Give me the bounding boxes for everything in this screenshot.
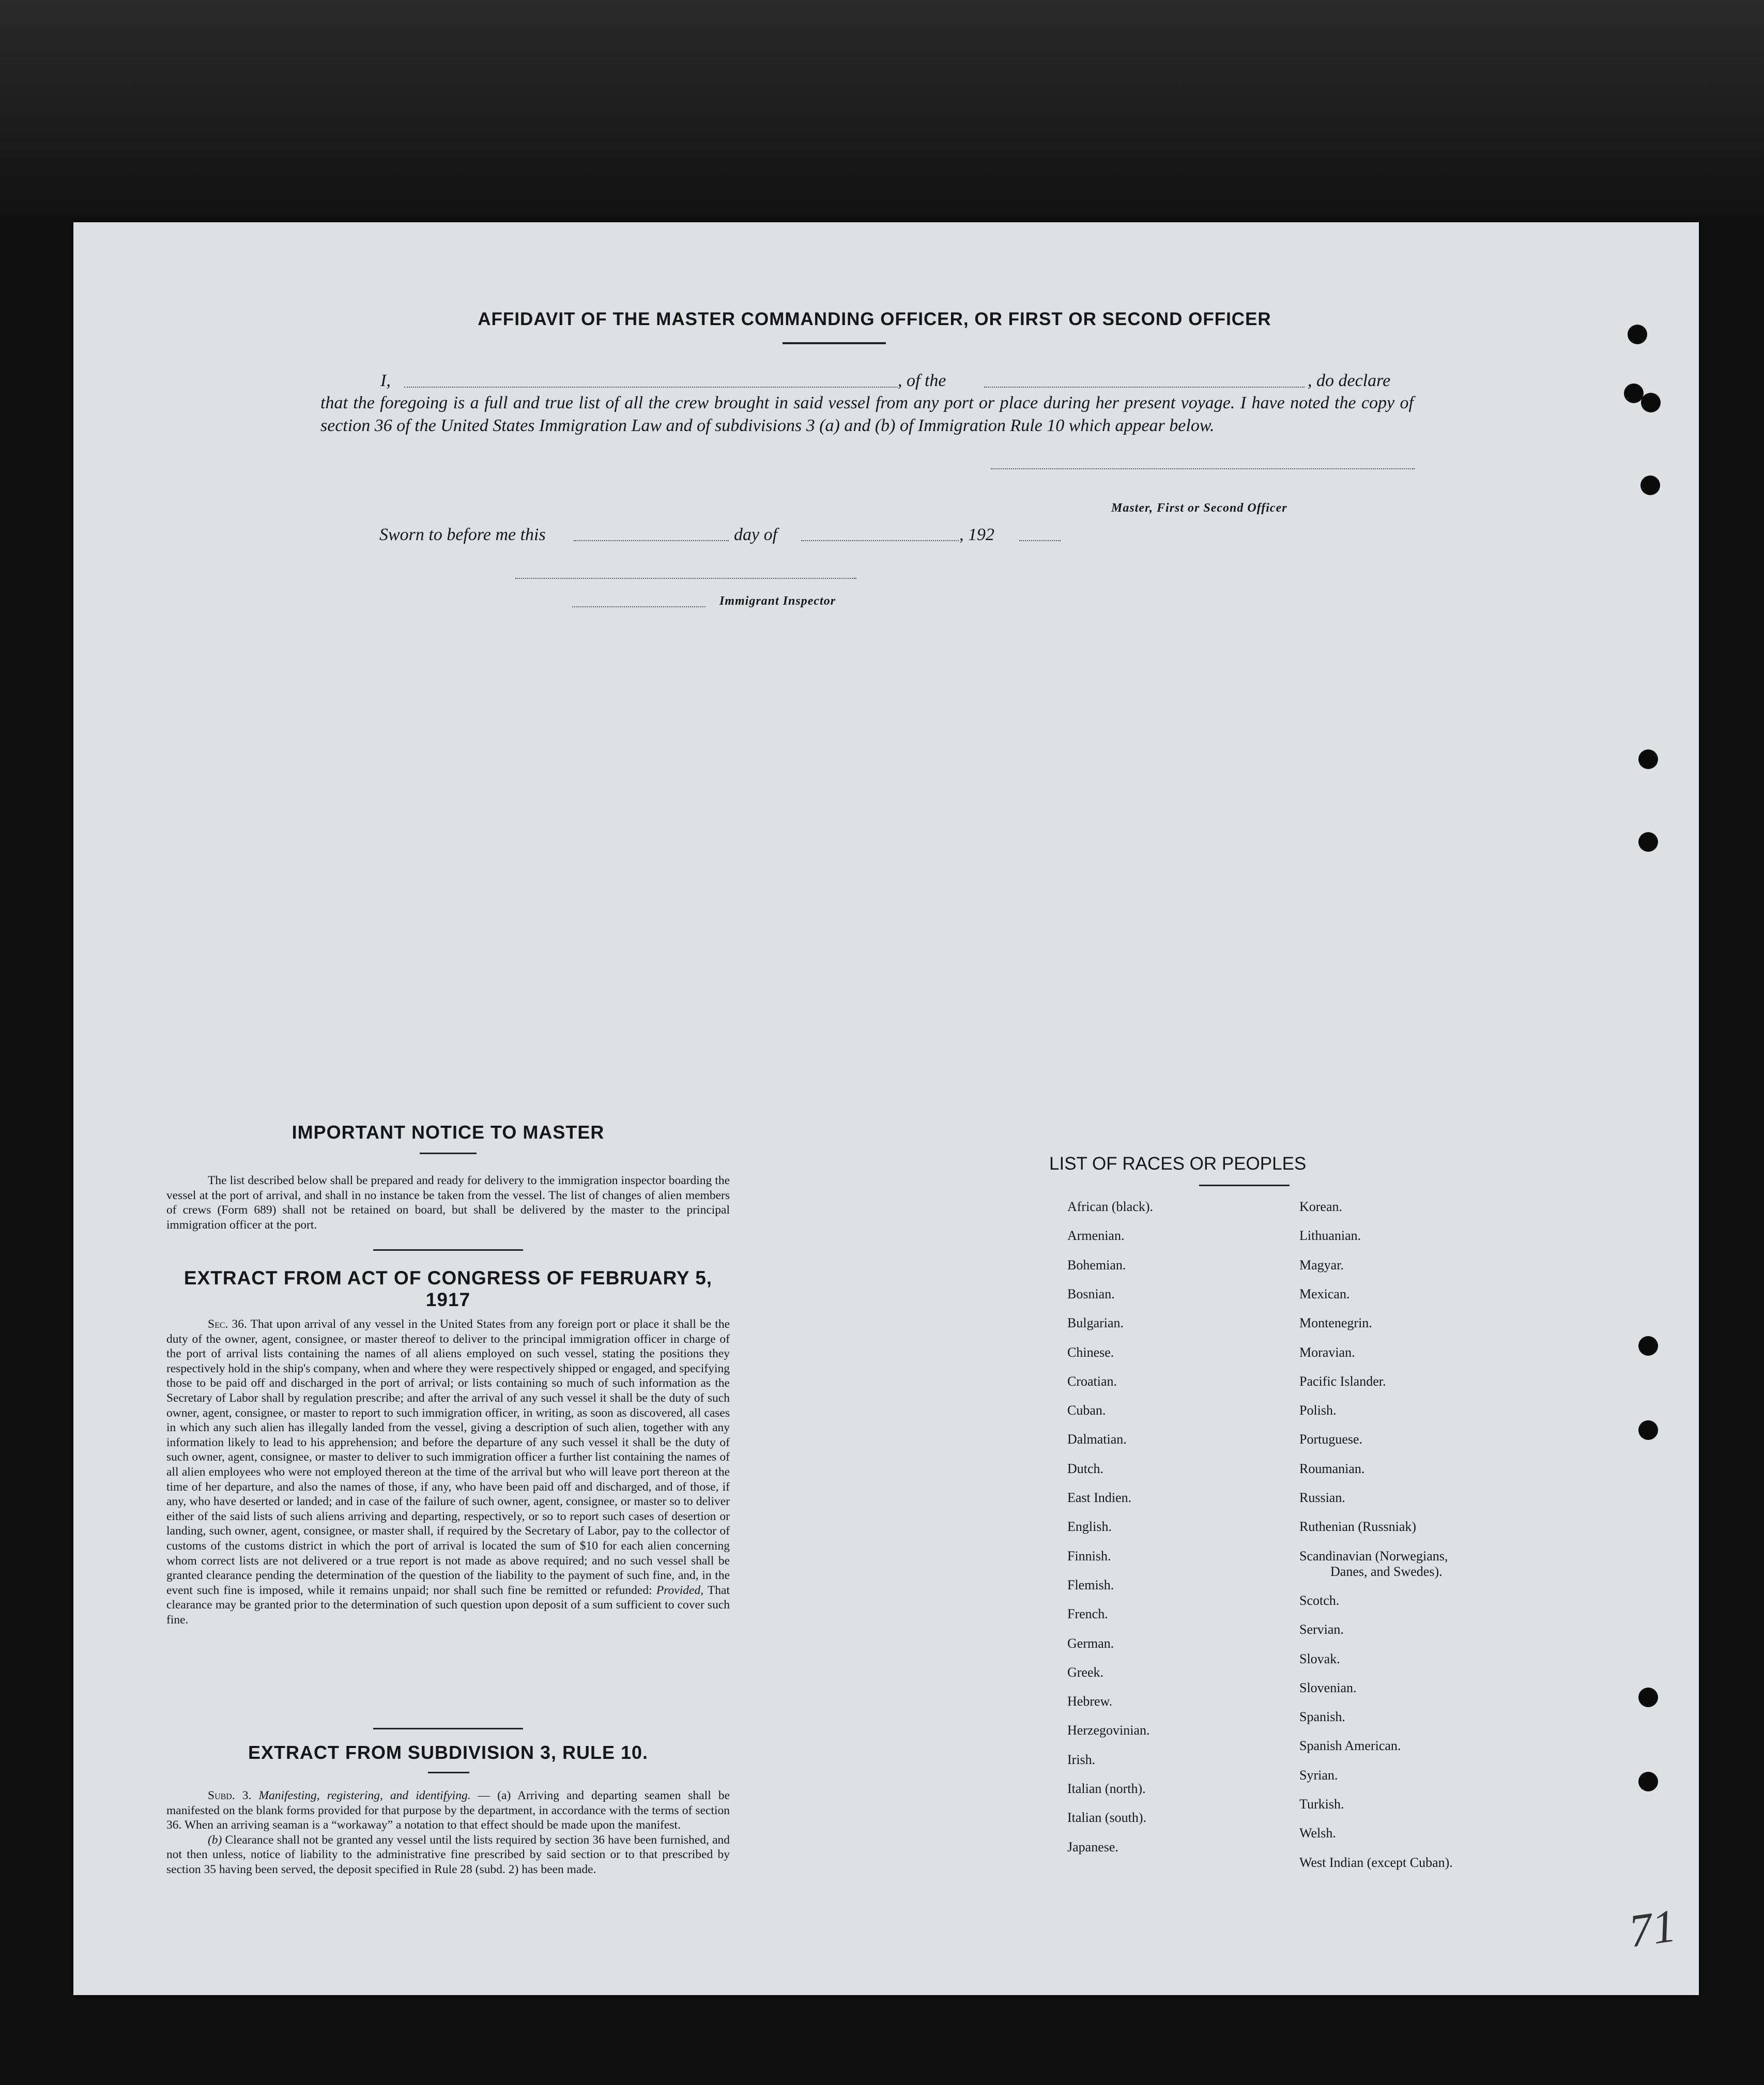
race-item: German. xyxy=(1067,1635,1114,1651)
race-item: English. xyxy=(1067,1519,1112,1535)
race-item: Chinese. xyxy=(1067,1344,1114,1360)
punch-hole xyxy=(1638,1688,1658,1707)
race-item: Slovak. xyxy=(1299,1651,1340,1666)
subd-b-text: Clearance shall not be granted any vessel until the lists required by section 36 have been furnished, and not then unless, notice of liability to the administrative fine prescribed by said section or to that prescribed by section 35 having been served, the deposit specified in Rule 28 (subd. 2) has been made. xyxy=(166,1833,730,1876)
sworn-year: , 192 xyxy=(959,525,994,544)
rule-extract-title: EXTRACT FROM SUBDIVISION 3, RULE 10. xyxy=(248,1742,649,1763)
subd-heading: Manifesting, registering, and identifying. xyxy=(258,1789,471,1802)
notice-separator xyxy=(373,1249,523,1251)
rule-a-paragraph xyxy=(166,1788,730,1833)
race-item: Lithuanian. xyxy=(1299,1228,1361,1244)
master-signature-line xyxy=(991,468,1415,469)
race-item: Magyar. xyxy=(1299,1257,1344,1273)
race-item: Dalmatian. xyxy=(1067,1432,1127,1447)
year-blank xyxy=(1019,540,1061,541)
month-blank xyxy=(801,540,959,541)
act-extract-paragraph xyxy=(166,1317,730,1627)
race-item: Turkish. xyxy=(1299,1797,1344,1812)
master-signature-caption: Master, First or Second Officer xyxy=(1111,501,1287,515)
race-item: Italian (south). xyxy=(1067,1810,1147,1826)
affidavit-do-declare: , do declare xyxy=(1308,371,1391,390)
punch-hole xyxy=(1638,832,1658,852)
name-blank xyxy=(404,387,898,388)
race-item: French. xyxy=(1067,1606,1108,1622)
race-item: Russian. xyxy=(1299,1490,1345,1505)
race-item: Syrian. xyxy=(1299,1767,1338,1783)
race-item: Korean. xyxy=(1299,1199,1343,1214)
race-item: Herzegovinian. xyxy=(1067,1723,1150,1738)
title-underline xyxy=(783,342,886,344)
race-item: Hebrew. xyxy=(1067,1694,1113,1709)
act-extract-text xyxy=(166,1317,730,1627)
race-item: Portuguese. xyxy=(1299,1432,1363,1447)
affidavit-of-the: , of the xyxy=(898,371,946,390)
race-item: African (black). xyxy=(1067,1199,1154,1214)
sworn-prefix: Sworn to before me this xyxy=(379,525,546,544)
sworn-day-of: day of xyxy=(734,525,778,544)
section-label: Sec. 36. xyxy=(208,1317,247,1331)
punch-hole xyxy=(1640,476,1660,495)
race-item: Croatian. xyxy=(1067,1373,1117,1389)
act-extract-title: EXTRACT FROM ACT OF CONGRESS OF FEBRUARY 5, 1917 xyxy=(183,1267,713,1310)
handwritten-page-number: 71 xyxy=(1625,1900,1679,1957)
subd-label: Subd. 3. xyxy=(208,1789,252,1802)
race-item: Flemish. xyxy=(1067,1577,1114,1592)
race-item: Scandinavian (Norwegians, xyxy=(1299,1548,1448,1563)
race-item: Dutch. xyxy=(1067,1461,1104,1476)
notice-title: IMPORTANT NOTICE TO MASTER xyxy=(292,1122,605,1143)
rule-extract-text xyxy=(166,1788,730,1877)
subd-a-text: — (a) Arriving and departing seamen shall be manifested on the blank forms provided for that purpose by the department, in accordance with the terms of section 36. When an arriving seaman is a “workaway” a notation to that effect should be made upon the manifest. xyxy=(166,1789,730,1832)
race-item: Irish. xyxy=(1067,1752,1096,1767)
inspector-signature-line xyxy=(515,578,856,579)
section-text: That upon arrival of any vessel in the United States from any foreign port or place it shall be the duty of the owner, agent, consignee, or master thereof to deliver to the principal immigration officer in charge of the port of arrival lists containing the names of all aliens employed on such vessel, stating the positions they respectively hold in the ship's company, when and where they were respectively shipped or engaged, and specifying those to be paid off and discharged in the port of arrival; or lists containing so much of such information as the Secretary of Labor shall by regulation prescribe; and after the arrival of any such vessel it shall be the duty of such owner, agent, consignee, or master to report to such immigration officer, in writing, as soon as discovered, all cases in which any such alien has illegally landed from the vessel, giving a description of such alien, together with any information likely to lead to his apprehension; and before the departure of any such vessel it shall be the duty of such owner, agent, consignee, or master to deliver to such immigration officer a further list containing the names of all alien employees who were not employed thereon at the time of the arrival but who will leave port thereon at the time of her departure, and also the names of those, if any, who have been paid off and discharged, and of those, if any, who have deserted or landed; and in case of the failure of such owner, agent, consignee, or master so to deliver either of the said lists of such aliens arriving and departing, respectively, or so to report such cases of desertion or landing, such owner, agent, consignee, or master shall, if required by the Secretary of Labor, pay to the collector of customs of the customs district in which the port of arrival is located the sum of $10 for each alien concerning whom correct lists are not delivered or a true report is not made as above required; and no such vessel shall be granted clearance pending the determination of the question of the liability to the payment of such fine, and, in the event such fine is imposed, while it remains unpaid; nor shall such fine be remitted or refunded: xyxy=(166,1317,730,1597)
race-item: Welsh. xyxy=(1299,1826,1336,1841)
punch-hole xyxy=(1638,1336,1658,1356)
punch-hole xyxy=(1624,384,1644,403)
rule-title-rule xyxy=(428,1772,469,1773)
races-title: LIST OF RACES OR PEOPLES xyxy=(1049,1154,1307,1174)
scanner-background xyxy=(0,0,1764,217)
provided-label: Provided, xyxy=(656,1583,704,1597)
punch-hole xyxy=(1638,1772,1658,1791)
race-item: Roumanian. xyxy=(1299,1461,1365,1476)
race-item: Bohemian. xyxy=(1067,1257,1126,1273)
inspector-name-line xyxy=(572,606,705,607)
race-item: Spanish. xyxy=(1299,1709,1345,1725)
document-page xyxy=(73,222,1699,1995)
affidavit-title: AFFIDAVIT OF THE MASTER COMMANDING OFFICER, OR FIRST OR SECOND OFFICER xyxy=(478,309,1271,329)
race-item: West Indian (except Cuban). xyxy=(1299,1854,1453,1870)
race-item: Mexican. xyxy=(1299,1286,1350,1301)
race-item: Armenian. xyxy=(1067,1228,1125,1244)
race-item: Polish. xyxy=(1299,1403,1337,1418)
inspector-caption: Immigrant Inspector xyxy=(719,594,836,608)
act-separator xyxy=(373,1728,523,1729)
race-item: Moravian. xyxy=(1299,1344,1355,1360)
punch-hole xyxy=(1638,1420,1658,1440)
race-item: Montenegrin. xyxy=(1299,1315,1372,1331)
race-item: Bulgarian. xyxy=(1067,1315,1124,1331)
race-item: Spanish American. xyxy=(1299,1738,1401,1754)
race-item: Danes, and Swedes). xyxy=(1330,1563,1443,1579)
race-item: Italian (north). xyxy=(1067,1781,1146,1796)
punch-hole xyxy=(1638,749,1658,769)
vessel-blank xyxy=(984,387,1305,388)
punch-hole xyxy=(1641,393,1661,412)
notice-title-rule xyxy=(420,1153,477,1154)
race-item: Scotch. xyxy=(1299,1592,1340,1608)
race-item: Ruthenian (Russniak) xyxy=(1299,1519,1417,1535)
race-item: Japanese. xyxy=(1067,1839,1118,1854)
provided-text: That clearance may be granted prior to the determination of such question upon deposit of a sum sufficient to cover such fine. xyxy=(166,1583,730,1627)
rule-b-paragraph xyxy=(166,1833,730,1877)
day-blank xyxy=(574,540,729,541)
subd-b-label: (b) xyxy=(208,1833,222,1847)
race-item: Cuban. xyxy=(1067,1403,1106,1418)
notice-text xyxy=(166,1173,730,1232)
race-item: East Indien. xyxy=(1067,1490,1132,1505)
race-item: Servian. xyxy=(1299,1622,1344,1637)
race-item: Slovenian. xyxy=(1299,1680,1357,1695)
race-item: Pacific Islander. xyxy=(1299,1373,1386,1389)
races-title-rule xyxy=(1199,1185,1290,1186)
notice-paragraph: The list described below shall be prepared and ready for delivery to the immigration inspector boarding the vessel at the port of arrival, and shall in no instance be taken from the vessel. The list of changes of alien members of crews (Form 689) shall not be retained on board, but shall be delivered by the master to the principal immigration officer at the port. xyxy=(166,1174,730,1232)
race-item: Finnish. xyxy=(1067,1548,1111,1563)
race-item: Greek. xyxy=(1067,1664,1104,1680)
race-item: Bosnian. xyxy=(1067,1286,1115,1301)
affidavit-body: that the foregoing is a full and true list of all the crew brought in said vessel from any port or place during her present voyage. I have noted the copy of section 36 of the United States Immigration Law and of subdivisions 3 (a) and (b) of Immigration Rule 10 which appear below. xyxy=(320,393,1414,435)
affidavit-i: I, xyxy=(380,371,391,390)
